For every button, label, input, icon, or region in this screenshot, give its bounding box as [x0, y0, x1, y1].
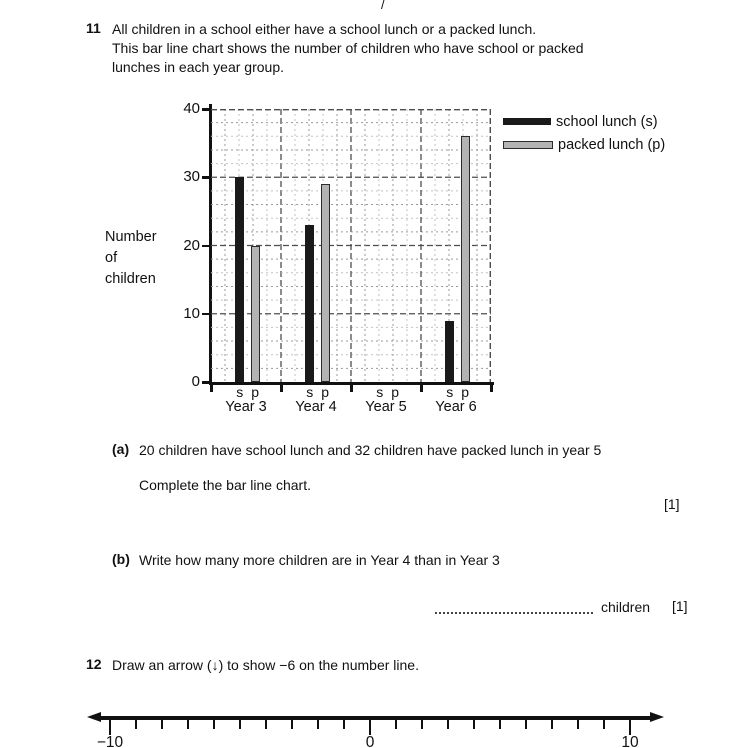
number-line-tick-8	[577, 716, 579, 729]
bar-label-s-2: s	[376, 384, 384, 400]
category-label-2: Year 5	[365, 399, 407, 415]
bar-p-year-6	[461, 136, 470, 382]
bar-s-year-6	[445, 321, 454, 382]
number-line-tick--7	[187, 716, 189, 729]
question-12-text: Draw an arrow (↓) to show −6 on the number line.	[112, 657, 419, 673]
x-tick-mark-3	[420, 385, 423, 392]
part-b-text: Write how many more children are in Year 4 than in Year 3	[139, 552, 500, 568]
page-header-mark: /	[381, 0, 385, 12]
y-tick-mark-10	[202, 313, 210, 316]
bar-label-s-3: s	[446, 384, 454, 400]
number-line-tick-0	[369, 716, 371, 735]
part-a-text: 20 children have school lunch and 32 children have packed lunch in year 5	[139, 442, 602, 458]
number-line-tick-4	[473, 716, 475, 729]
bar-p-year-3	[251, 246, 260, 383]
number-line-tick-9	[603, 716, 605, 729]
legend-item-packed-lunch	[503, 133, 665, 156]
question-11-number: 11	[86, 20, 101, 36]
category-label-1: Year 4	[295, 399, 337, 415]
number-line-label-10: 10	[621, 734, 639, 748]
number-line-tick-1	[395, 716, 397, 729]
y-tick-mark-30	[202, 176, 210, 179]
y-axis-title-line-1: Number of	[105, 229, 157, 266]
y-axis-title-line-2: children	[105, 271, 156, 287]
number-line-tick--5	[239, 716, 241, 729]
y-tick-label-0: 0	[191, 373, 200, 390]
number-line-tick--8	[161, 716, 163, 729]
number-line-label--10: −10	[96, 734, 124, 748]
school-lunch-swatch-icon	[503, 118, 551, 125]
legend-label-school-lunch: school lunch (s)	[556, 113, 658, 130]
number-line-tick--6	[213, 716, 215, 729]
y-tick-mark-40	[202, 108, 210, 111]
question-11-line-3: lunches in each year group.	[112, 59, 284, 75]
y-tick-label-20: 20	[183, 236, 200, 254]
y-tick-label-40: 40	[183, 100, 200, 117]
question-11-line-1: All children in a school either have a school lunch or a packed lunch.	[112, 21, 537, 37]
number-line-tick--4	[265, 716, 267, 729]
bar-label-p-2: p	[391, 384, 399, 400]
y-tick-mark-20	[202, 245, 210, 248]
part-a-marks: [1]	[664, 496, 680, 512]
chart-legend	[503, 110, 665, 156]
number-line-tick--2	[317, 716, 319, 729]
y-tick-label-10: 10	[183, 304, 200, 322]
x-tick-mark-4	[490, 385, 493, 392]
bar-s-year-4	[305, 225, 314, 382]
bar-label-p-3: p	[461, 384, 469, 400]
y-axis-title	[105, 227, 157, 290]
number-line-tick-5	[499, 716, 501, 729]
question-12-number: 12	[86, 656, 102, 672]
question-11-text	[112, 20, 687, 77]
part-a-instruction: Complete the bar line chart.	[139, 477, 311, 493]
number-line-tick--10	[109, 716, 111, 735]
y-tick-mark-0	[202, 381, 210, 384]
category-label-3: Year 6	[435, 399, 477, 415]
number-line-tick-10	[629, 716, 631, 735]
bar-s-year-3	[235, 177, 244, 382]
x-tick-mark-0	[210, 385, 213, 392]
number-line-tick-2	[421, 716, 423, 729]
bar-label-p-1: p	[321, 384, 329, 400]
category-label-0: Year 3	[225, 399, 267, 415]
x-tick-mark-1	[280, 385, 283, 392]
number-line-tick-7	[551, 716, 553, 729]
x-tick-mark-2	[350, 385, 353, 392]
part-a-label: (a)	[112, 441, 130, 457]
number-line-bar[interactable]	[99, 716, 651, 720]
number-line-tick-6	[525, 716, 527, 729]
legend-item-school-lunch	[503, 110, 665, 133]
number-line-tick--9	[135, 716, 137, 729]
part-b-label: (b)	[112, 551, 130, 567]
number-line-tick--1	[343, 716, 345, 729]
part-b-marks: [1]	[672, 598, 688, 614]
packed-lunch-swatch-icon	[503, 141, 553, 149]
question-11-line-2: This bar line chart shows the number of children who have school or packed	[112, 40, 584, 56]
number-line-left-arrow-icon	[87, 712, 101, 722]
answer-unit-label: children	[601, 599, 651, 615]
number-line-label-0: 0	[365, 734, 375, 748]
answer-line[interactable]	[435, 598, 593, 614]
number-line-right-arrow-icon	[650, 712, 664, 722]
bar-label-s-1: s	[306, 384, 314, 400]
legend-label-packed-lunch: packed lunch (p)	[558, 136, 666, 153]
number-line-tick--3	[291, 716, 293, 729]
number-line-tick-3	[447, 716, 449, 729]
bar-label-p-0: p	[251, 384, 259, 400]
y-tick-label-30: 30	[183, 168, 200, 186]
bar-label-s-0: s	[236, 384, 244, 400]
bar-p-year-4	[321, 184, 330, 382]
